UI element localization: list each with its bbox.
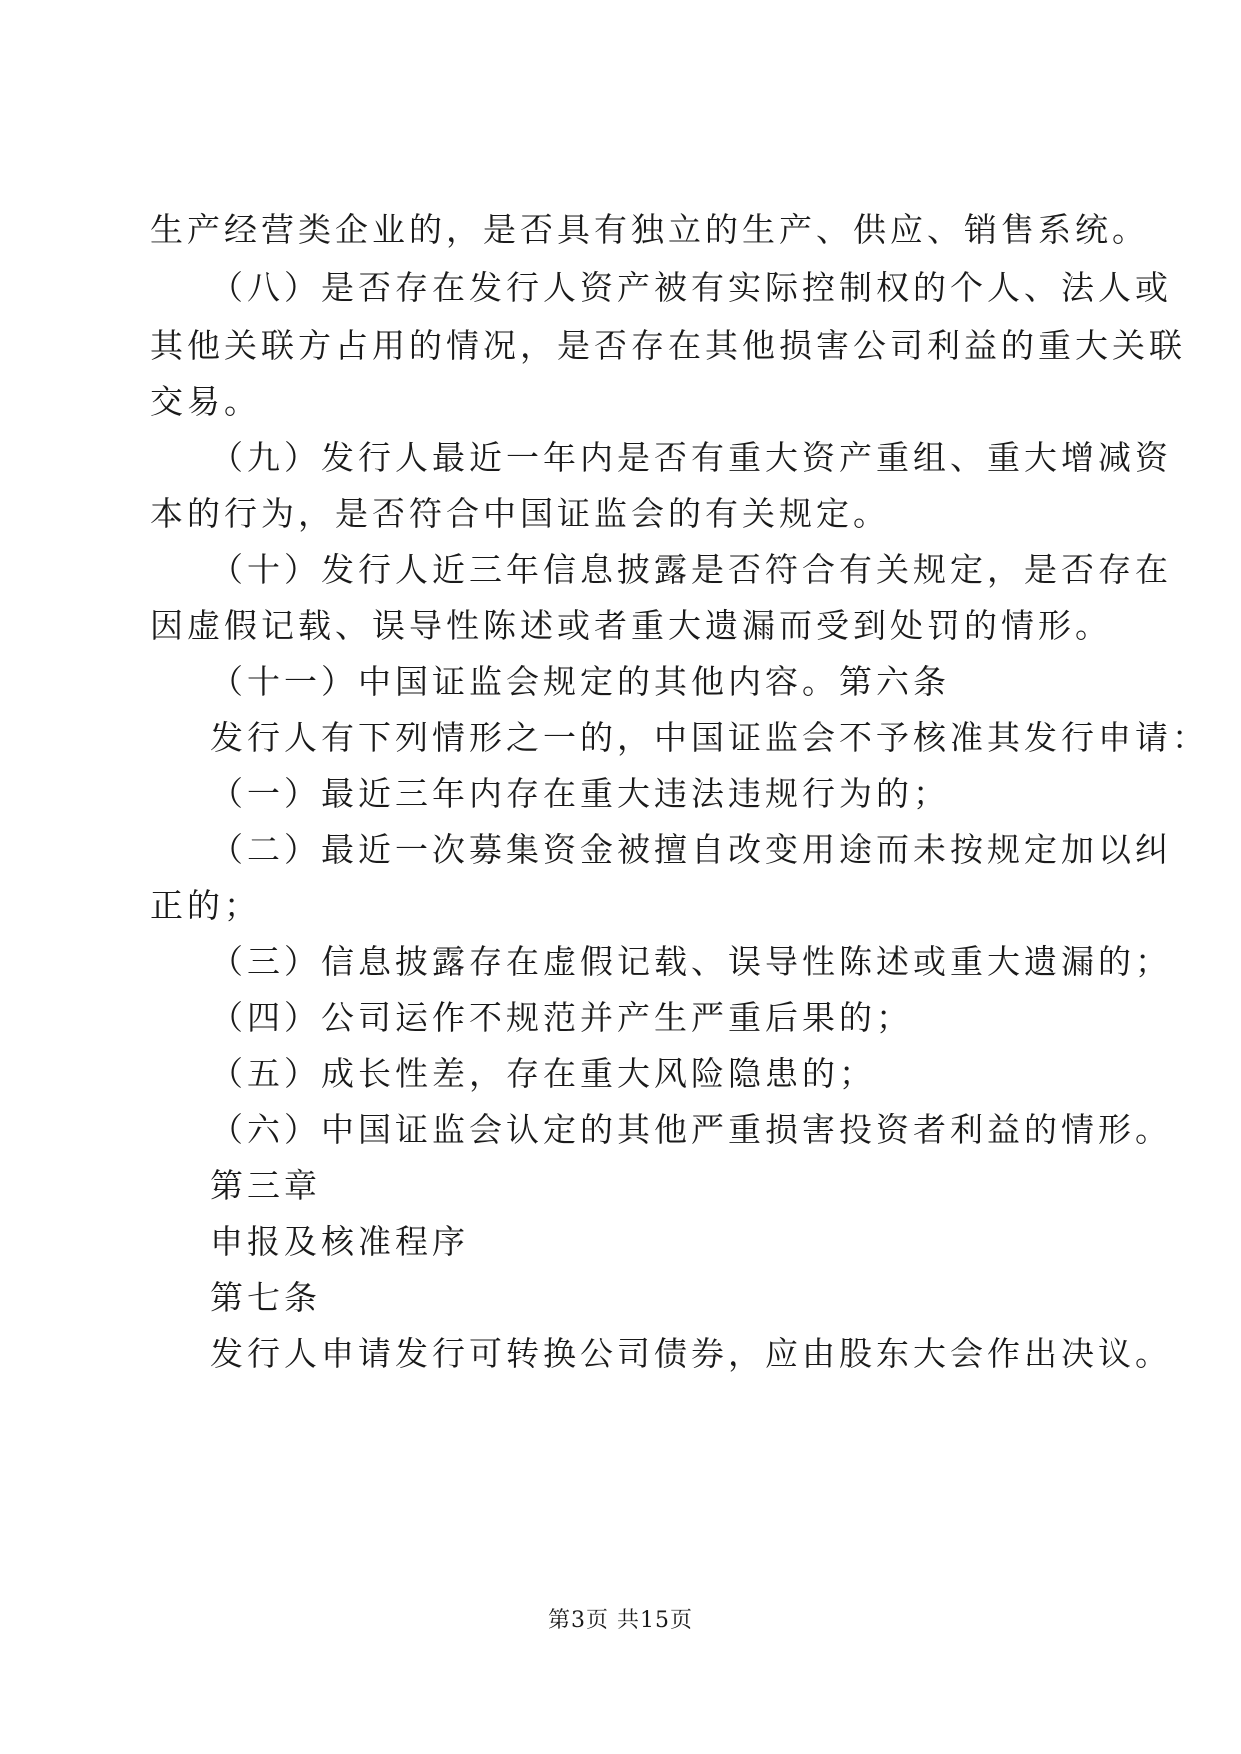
text-line-9: （十一）中国证监会规定的其他内容。第六条 [210, 662, 950, 701]
text-line-15: （四）公司运作不规范并产生严重后果的； [210, 998, 913, 1037]
text-line-13: 正的； [150, 886, 261, 925]
text-line-2: （八）是否存在发行人资产被有实际控制权的个人、法人或 [210, 268, 1172, 307]
page-number-footer: 第3页 共15页 [548, 1608, 693, 1633]
text-line-11: （一）最近三年内存在重大违法违规行为的； [210, 774, 950, 813]
text-line-5: （九）发行人最近一年内是否有重大资产重组、重大增减资 [210, 438, 1172, 477]
text-line-6: 本的行为，是否符合中国证监会的有关规定。 [150, 494, 890, 533]
text-line-4: 交易。 [150, 382, 261, 421]
text-line-12: （二）最近一次募集资金被擅自改变用途而未按规定加以纠 [210, 830, 1172, 869]
text-line-8: 因虚假记载、误导性陈述或者重大遗漏而受到处罚的情形。 [150, 606, 1112, 645]
text-line-14: （三）信息披露存在虚假记载、误导性陈述或重大遗漏的； [210, 942, 1172, 981]
text-line-10: 发行人有下列情形之一的，中国证监会不予核准其发行申请： [210, 718, 1209, 757]
text-line-1: 生产经营类企业的，是否具有独立的生产、供应、销售系统。 [150, 210, 1149, 249]
text-line-7: （十）发行人近三年信息披露是否符合有关规定，是否存在 [210, 550, 1172, 589]
text-line-3: 其他关联方占用的情况，是否存在其他损害公司利益的重大关联 [150, 326, 1186, 365]
text-line-21: 发行人申请发行可转换公司债券，应由股东大会作出决议。 [210, 1334, 1172, 1373]
chapter-title: 申报及核准程序 [210, 1222, 469, 1261]
article-heading: 第七条 [210, 1278, 321, 1317]
chapter-heading: 第三章 [210, 1166, 321, 1205]
text-line-17: （六）中国证监会认定的其他严重损害投资者利益的情形。 [210, 1110, 1172, 1149]
text-line-16: （五）成长性差，存在重大风险隐患的； [210, 1054, 876, 1093]
